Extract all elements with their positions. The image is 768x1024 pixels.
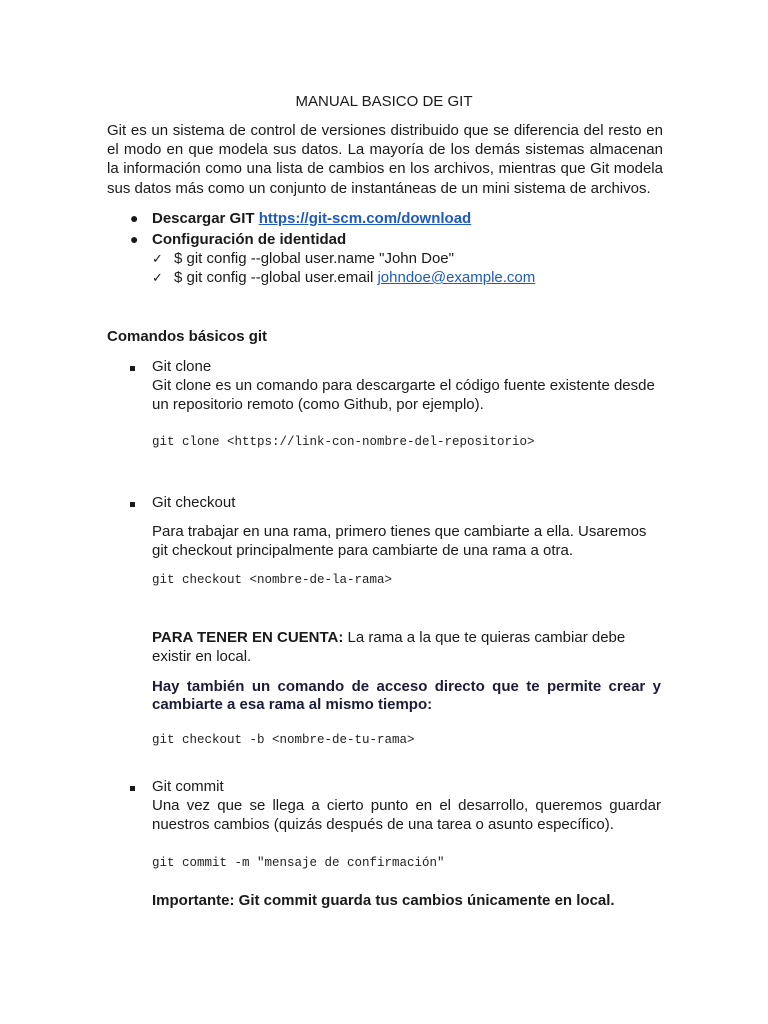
square-bullet-icon [130, 777, 135, 796]
checkout-heading: Git checkout [152, 494, 236, 511]
note-text: La rama a la que te quieras cambiar debe existir en local. [152, 629, 626, 666]
identity-label: Configuración de identidad [152, 231, 347, 248]
checkout-note [152, 628, 664, 666]
document-title: MANUAL BASICO DE GIT [295, 93, 473, 110]
email-link[interactable]: johndoe@example.com [377, 269, 536, 286]
shortcut-note: Hay también un comando de acceso directo que te permite crear y cambiarte a esa rama al mismo tiempo: [152, 678, 661, 713]
square-bullet-icon [130, 357, 135, 376]
round-bullet-icon: ● [130, 231, 139, 247]
checkmark-icon: ✓ [152, 270, 163, 285]
config-email-item [174, 268, 535, 287]
download-item [152, 209, 471, 228]
checkout-description: Para trabajar en una rama, primero tienes que cambiarte a ella. Usaremos git checkout principalmente para cambiarte de una rama a otra. [152, 523, 647, 560]
clone-code: git clone <https://link-con-nombre-del-repositorio> [152, 435, 535, 449]
config-name-command: $ git config --global user.name "John Doe" [174, 250, 454, 267]
checkout-code: git checkout <nombre-de-la-rama> [152, 573, 393, 587]
checkout-shortcut-code: git checkout -b <nombre-de-tu-rama> [152, 733, 415, 747]
download-label: Descargar GIT [152, 210, 255, 227]
commit-code: git commit -m "mensaje de confirmación" [152, 856, 445, 870]
clone-description: Git clone es un comando para descargarte el código fuente existente desde un repositorio remoto (como Github, por ejemplo). [152, 377, 655, 414]
download-link[interactable]: https://git-scm.com/download [258, 210, 472, 227]
section-heading: Comandos básicos git [107, 328, 268, 345]
commit-heading: Git commit [152, 778, 224, 795]
commit-important-note: Importante: Git commit guarda tus cambios únicamente en local. [152, 892, 615, 909]
intro-paragraph: Git es un sistema de control de versiones distribuido que se diferencia del resto en el modo en que modela sus datos. La mayoría de los demás sistemas almacenan la información como una lista de cambios en los archivos, mientras que Git modela sus datos más como un conjunto de instantáneas de un mini sistema de archivos. [107, 122, 663, 197]
note-label: PARA TENER EN CUENTA: [152, 629, 344, 646]
checkmark-icon: ✓ [152, 251, 163, 266]
commit-description: Una vez que se llega a cierto punto en el desarrollo, queremos guardar nuestros cambios (quizás después de una tarea o asunto específico). [152, 797, 661, 834]
clone-heading: Git clone [152, 358, 212, 375]
config-email-prefix: $ git config --global user.email [174, 269, 374, 286]
square-bullet-icon [130, 493, 135, 512]
round-bullet-icon: ● [130, 210, 139, 226]
